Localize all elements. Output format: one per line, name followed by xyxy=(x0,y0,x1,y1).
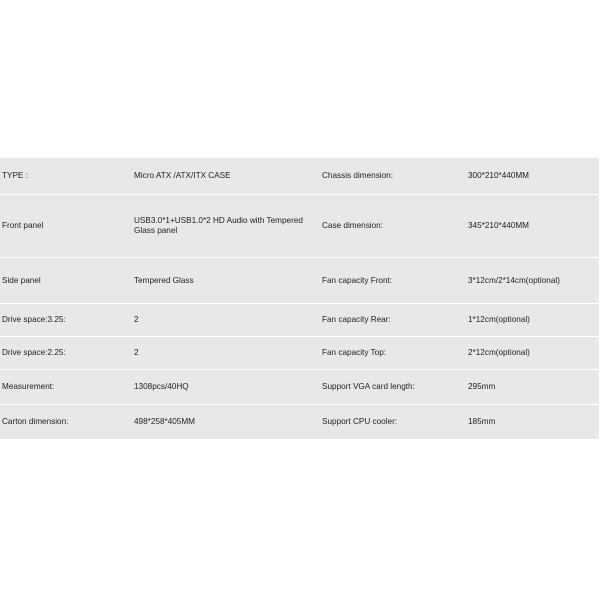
spec-label: Drive space:2.25: xyxy=(0,336,134,369)
spec-label: Side panel xyxy=(0,257,134,304)
spec-value: USB3.0*1+USB1.0*2 HD Audio with Tempered Glass panel xyxy=(134,194,320,257)
spec-value: 2*12cm(optional) xyxy=(466,336,599,369)
spec-value: 300*210*440MM xyxy=(466,158,599,194)
spec-value: 498*258*405MM xyxy=(134,404,320,439)
spec-value: 1308pcs/40HQ xyxy=(134,370,320,404)
spec-label: Carton dimension: xyxy=(0,404,134,439)
spec-value: Micro ATX /ATX/ITX CASE xyxy=(134,158,320,194)
spec-value: 295mm xyxy=(466,370,599,404)
table-row xyxy=(0,304,599,336)
spec-value: 2 xyxy=(134,304,320,336)
spec-label: Drive space:3.25: xyxy=(0,304,134,336)
spec-value: 345*210*440MM xyxy=(466,194,599,257)
spec-value: 1*12cm(optional) xyxy=(466,304,599,336)
table-row xyxy=(0,370,599,404)
spec-label: Support CPU cooler: xyxy=(320,404,466,439)
spec-label: Measurement: xyxy=(0,370,134,404)
spec-label: Support VGA card length: xyxy=(320,370,466,404)
spec-value: 3*12cm/2*14cm(optional) xyxy=(466,257,599,304)
table-row xyxy=(0,194,599,257)
table-row xyxy=(0,158,599,194)
spec-table xyxy=(0,158,599,440)
table-row xyxy=(0,404,599,439)
spec-value: 2 xyxy=(134,336,320,369)
spec-value: 185mm xyxy=(466,404,599,439)
spec-label: Chassis dimension: xyxy=(320,158,466,194)
spec-label: Fan capacity Top: xyxy=(320,336,466,369)
spec-label: Fan capacity Front: xyxy=(320,257,466,304)
spec-label: Front panel xyxy=(0,194,134,257)
spec-label: TYPE : xyxy=(0,158,134,194)
spec-label: Fan capacity Rear: xyxy=(320,304,466,336)
spec-label: Case dimension: xyxy=(320,194,466,257)
table-row xyxy=(0,257,599,304)
table-row xyxy=(0,336,599,369)
spec-value: Tempered Glass xyxy=(134,257,320,304)
